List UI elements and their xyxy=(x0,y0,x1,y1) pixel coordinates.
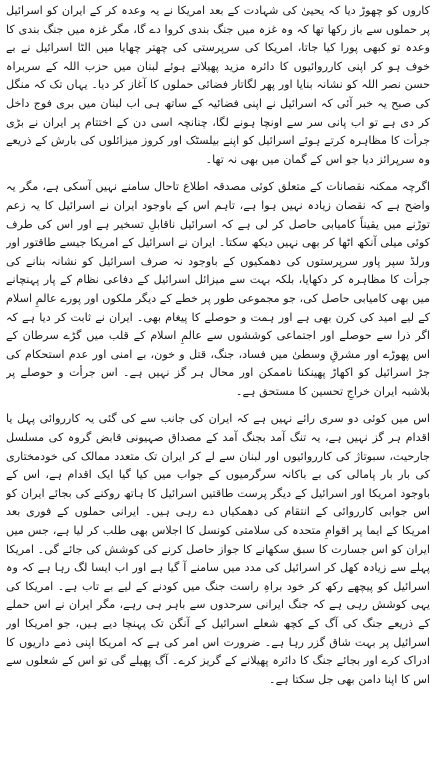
article-paragraph-3: اس میں کوئی دو سری رائے نہیں ہے کہ ایران کی جانب سے کی گئی یہ کارروائی پہل یا اقدام ہر گز نہیں ہے، یہ تنگ آمد بجنگ آمد کے مصداق صہیونی قابض گروہ کی مسلسل جارحیت، سبوتاژ کی کارروائیوں اور لبنان سے لے کر ایران تک متعدد ممالک کی خودمختاری کی بار بار پامالی کی بے باکانہ سرگرمیوں کے جواب میں کیا گیا ایک اقدام ہے، اس کے باوجود امریکا اور اسرائیل کے دیگر پرست طاقتیں اسرائیل کا ہاتھ روکنے کی بجائے ایران کو اس جوابی کارروائی کے انتقام کی دھمکیاں دے رہی ہیں۔ ایرانی حملوں کے فوری بعد امریکا کے ایما پر اقوامِ متحدہ کی سلامتی کونسل کا اجلاس بھی طلب کر لیا ہے، جس میں ایران کو اس جسارت کا سبق سکھانے کا جواز حاصل کرنے کی کوشش کی جائے گی۔ امریکا پہلے سے زیادہ کھل کر اسرائیل کی مدد میں سامنے آ گیا ہے اور اب ایسا لگ رہا ہے کہ وہ اسرائیل کو پیچھے رکھ کر خود براہِ راست جنگ میں کودنے کے لیے بے تاب ہے۔ امریکا کی یہی کوشش رہی ہے کہ جنگ ایرانی سرحدوں سے باہر ہی رہے، مگر ایران نے اس حملے کے ذریعے جنگ کی آگ کے کچھ شعلے اسرائیل کے آنگن تک پہنچا دیے ہیں، جو امریکا اور اسرائیل پر بہت شاق گزر رہا ہے۔ ضرورت اس امر کی ہے کہ امریکا اپنی ذمے داریوں کا ادراک کرے اور بجائے جنگ کا دائرہ پھیلانے کے گریز کرے۔ آگ پھیلے گی تو اس کے شعلوں سے اس کا اپنا دامن بھی جل سکتا ہے۔ xyxy=(6,412,430,686)
article-column xyxy=(6,2,430,758)
article-paragraph-2: اگرچہ ممکنہ نقصانات کے متعلق کوئی مصدقہ اطلاع تاحال سامنے نہیں آسکی ہے، مگر یہ واضح ہے کہ نقصان زیادہ نہیں ہوا ہے، تاہم اس کے باوجود ایران نے اسرائیل کا یہ زعم توڑنے میں یقیناً کامیابی حاصل کر لی ہے کہ اسرائیل ناقابلِ تسخیر ہے اور اس کی طرف کوئی میلی آنکھ اٹھا کر بھی نہیں دیکھ سکتا۔ ایران نے اسرائیل کے امریکا جیسے طاقتور اور ورلڈ سپر پاور سرپرستوں کی دھمکیوں کے باوجود نہ صرف اسرائیل کو نشانہ بنانے کی جرأت کا مظاہرہ کر دکھایا، بلکہ بہت سے میزائل اسرائیل کے دفاعی نظام کے پار پہنچانے میں بھی کامیابی حاصل کی، جو مجموعی طور پر خطے کے دیگر ملکوں اور پورے عالمِ اسلام کے لیے امید کی کرن بھی ہے اور ہمت و حوصلے کا پیغام بھی۔ ایران نے ثابت کر دیا ہے کہ اگر ذرا سے حوصلے اور اجتماعی کوششوں سے عالمِ اسلام کے قلب میں گڑے سرطان کے اس پھوڑے اور مشرقِ وسطیٰ میں فساد، جنگ، قتل و خون، بے امنی اور عدم استحکام کی جڑ اسرائیل کو اکھاڑ پھینکنا ناممکن اور محال ہر گز نہیں ہے۔ اس جرأت و حوصلے پر بلاشبہ ایران خراجِ تحسین کا مستحق ہے۔ xyxy=(6,180,430,398)
article-paragraph-1: کاروں کو چھوڑ دیا کہ یحییٰ کی شہادت کے بعد امریکا نے یہ وعدہ کر کے ایران کو اسرائیل پر حملوں سے باز رکھا تھا کہ وہ غزہ میں جنگ بندی کروا دے گا، مگر غزہ میں جنگ بندی کا وعدہ تو کبھی پورا کیا جاتا، امریکا کی سرپرستی کی چھتر چھایا میں الٹا اسرائیل نے بے خوف ہو کر اپنی کارروائیوں کا دائرہ مزید پھیلاتے ہوئے لبنان میں حزب اللہ کے سربراہ حسن نصر اللہ کو نشانہ بنایا اور پھر لگاتار فضائی حملوں کا آغاز کر دیا۔ یہاں تک کہ منگل کی صبح یہ خبر آئی کہ اسرائیل نے اپنی فضائیہ کے ساتھ ہی اب لبنان میں بری فوج داخل کر دی ہے تو اب پانی سر سے اونچا ہونے لگا، چنانچہ اسی دن کے اختتام پر ایران نے بڑی جرأت کا مظاہرہ کرتے ہوئے اسرائیل کو اپنے بیلسٹک اور کروز میزائلوں کی بارش کے ذریعے وہ سرپرائز دیا جو اس کے گمان میں بھی نہ تھا۔ xyxy=(6,4,430,166)
